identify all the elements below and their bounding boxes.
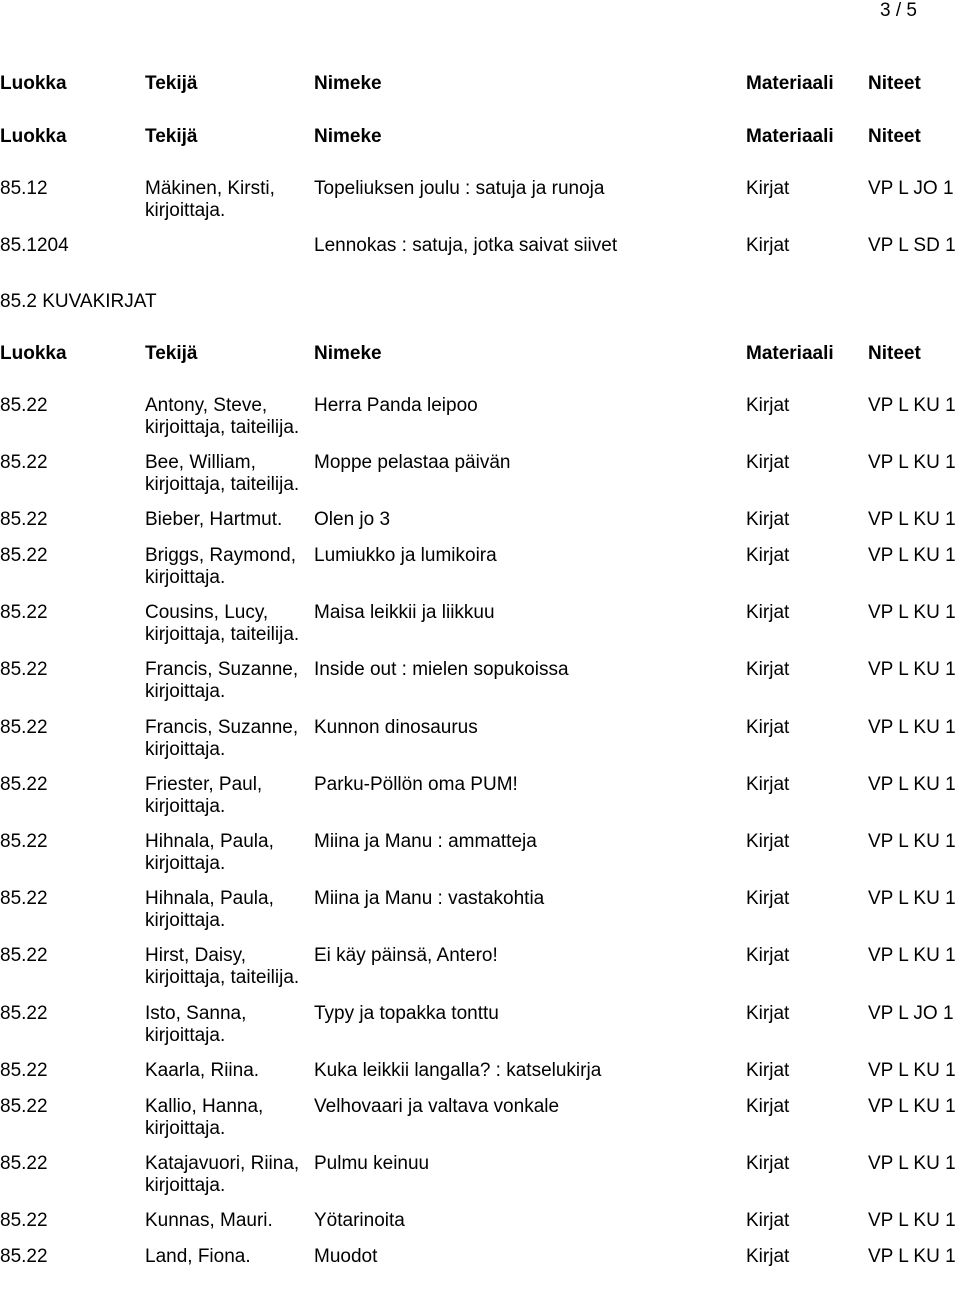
cell-materiaali: Kirjat <box>746 1060 790 1081</box>
cell-luokka: 85.22 <box>0 1153 48 1174</box>
cell-tekija: Bee, William, kirjoittaja, taiteilija. <box>145 452 300 495</box>
header-luokka: Luokka <box>0 73 67 94</box>
cell-materiaali: Kirjat <box>746 831 790 852</box>
cell-materiaali: Kirjat <box>746 235 790 256</box>
cell-niteet: VP L KU 1 <box>868 602 956 623</box>
cell-tekija: Cousins, Lucy, kirjoittaja, taiteilija. <box>145 602 300 645</box>
cell-tekija: Hihnala, Paula, kirjoittaja. <box>145 888 274 931</box>
page-number: 3 / 5 <box>880 0 917 21</box>
cell-materiaali: Kirjat <box>746 545 790 566</box>
table-row <box>0 178 960 222</box>
cell-niteet: VP L KU 1 <box>868 1096 956 1117</box>
header-niteet: Niteet <box>868 73 921 94</box>
cell-nimeke: Muodot <box>314 1246 378 1267</box>
cell-niteet: VP L KU 1 <box>868 888 956 909</box>
cell-materiaali: Kirjat <box>746 774 790 795</box>
cell-nimeke: Pulmu keinuu <box>314 1153 430 1174</box>
cell-luokka: 85.22 <box>0 395 48 416</box>
cell-niteet: VP L KU 1 <box>868 1060 956 1081</box>
cell-tekija: Land, Fiona. <box>145 1246 251 1267</box>
table-header <box>0 73 960 117</box>
cell-luokka: 85.1204 <box>0 235 69 256</box>
header-materiaali: Materiaali <box>746 126 834 147</box>
cell-nimeke: Olen jo 3 <box>314 509 391 530</box>
table-row <box>0 831 960 875</box>
cell-materiaali: Kirjat <box>746 509 790 530</box>
cell-luokka: 85.22 <box>0 452 48 473</box>
cell-tekija: Francis, Suzanne, kirjoittaja. <box>145 717 299 760</box>
header-nimeke: Nimeke <box>314 126 382 147</box>
cell-materiaali: Kirjat <box>746 1210 790 1231</box>
cell-materiaali: Kirjat <box>746 945 790 966</box>
cell-nimeke: Moppe pelastaa päivän <box>314 452 511 473</box>
header-nimeke: Nimeke <box>314 73 382 94</box>
cell-materiaali: Kirjat <box>746 659 790 680</box>
table-row <box>0 945 960 989</box>
header-tekija: Tekijä <box>145 73 198 94</box>
cell-nimeke: Miina ja Manu : vastakohtia <box>314 888 545 909</box>
cell-luokka: 85.22 <box>0 509 48 530</box>
table-row <box>0 545 960 589</box>
cell-tekija: Friester, Paul, kirjoittaja. <box>145 774 263 817</box>
cell-tekija: Hihnala, Paula, kirjoittaja. <box>145 831 274 874</box>
table-row <box>0 1096 960 1140</box>
cell-tekija: Kunnas, Mauri. <box>145 1210 273 1231</box>
cell-niteet: VP L KU 1 <box>868 717 956 738</box>
cell-nimeke: Lennokas : satuja, jotka saivat siivet <box>314 235 618 256</box>
cell-niteet: VP L JO 1 <box>868 1003 954 1024</box>
table-row <box>0 1153 960 1197</box>
cell-luokka: 85.22 <box>0 774 48 795</box>
header-niteet: Niteet <box>868 343 921 364</box>
cell-luokka: 85.22 <box>0 1003 48 1024</box>
header-luokka: Luokka <box>0 343 67 364</box>
header-materiaali: Materiaali <box>746 343 834 364</box>
table-row <box>0 1246 960 1290</box>
cell-materiaali: Kirjat <box>746 888 790 909</box>
section-title: 85.2 KUVAKIRJAT <box>0 291 157 312</box>
cell-luokka: 85.22 <box>0 1060 48 1081</box>
cell-materiaali: Kirjat <box>746 717 790 738</box>
header-tekija: Tekijä <box>145 126 198 147</box>
cell-niteet: VP L KU 1 <box>868 774 956 795</box>
table-row <box>0 774 960 818</box>
cell-niteet: VP L KU 1 <box>868 1246 956 1267</box>
cell-tekija: Bieber, Hartmut. <box>145 509 283 530</box>
cell-nimeke: Yötarinoita <box>314 1210 405 1231</box>
table-row <box>0 659 960 703</box>
cell-tekija: Antony, Steve, kirjoittaja, taiteilija. <box>145 395 300 438</box>
cell-tekija: Hirst, Daisy, kirjoittaja, taiteilija. <box>145 945 300 988</box>
table-row <box>0 717 960 761</box>
cell-luokka: 85.22 <box>0 888 48 909</box>
cell-tekija: Kaarla, Riina. <box>145 1060 260 1081</box>
cell-niteet: VP L SD 1 <box>868 235 956 256</box>
cell-materiaali: Kirjat <box>746 1096 790 1117</box>
header-tekija: Tekijä <box>145 343 198 364</box>
cell-tekija: Katajavuori, Riina, kirjoittaja. <box>145 1153 300 1196</box>
header-nimeke: Nimeke <box>314 343 382 364</box>
cell-nimeke: Ei käy päinsä, Antero! <box>314 945 498 966</box>
cell-nimeke: Parku-Pöllön oma PUM! <box>314 774 518 795</box>
cell-luokka: 85.12 <box>0 178 48 199</box>
cell-tekija: Francis, Suzanne, kirjoittaja. <box>145 659 299 702</box>
cell-materiaali: Kirjat <box>746 178 790 199</box>
table-row <box>0 452 960 496</box>
header-materiaali: Materiaali <box>746 73 834 94</box>
cell-tekija: Briggs, Raymond, kirjoittaja. <box>145 545 297 588</box>
cell-materiaali: Kirjat <box>746 1153 790 1174</box>
cell-materiaali: Kirjat <box>746 1003 790 1024</box>
cell-niteet: VP L KU 1 <box>868 1153 956 1174</box>
cell-luokka: 85.22 <box>0 659 48 680</box>
cell-nimeke: Herra Panda leipoo <box>314 395 478 416</box>
cell-niteet: VP L KU 1 <box>868 509 956 530</box>
cell-luokka: 85.22 <box>0 1096 48 1117</box>
header-luokka: Luokka <box>0 126 67 147</box>
cell-nimeke: Kunnon dinosaurus <box>314 717 478 738</box>
cell-nimeke: Typy ja topakka tonttu <box>314 1003 499 1024</box>
table-row <box>0 602 960 646</box>
cell-nimeke: Maisa leikkii ja liikkuu <box>314 602 495 623</box>
cell-materiaali: Kirjat <box>746 1246 790 1267</box>
cell-materiaali: Kirjat <box>746 602 790 623</box>
cell-luokka: 85.22 <box>0 945 48 966</box>
table-row <box>0 1003 960 1047</box>
table-header <box>0 343 960 387</box>
cell-nimeke: Miina ja Manu : ammatteja <box>314 831 537 852</box>
cell-nimeke: Velhovaari ja valtava vonkale <box>314 1096 560 1117</box>
cell-niteet: VP L KU 1 <box>868 1210 956 1231</box>
cell-luokka: 85.22 <box>0 1246 48 1267</box>
cell-luokka: 85.22 <box>0 717 48 738</box>
table-row <box>0 395 960 439</box>
cell-niteet: VP L KU 1 <box>868 395 956 416</box>
cell-nimeke: Inside out : mielen sopukoissa <box>314 659 569 680</box>
cell-tekija: Isto, Sanna, kirjoittaja. <box>145 1003 247 1046</box>
cell-nimeke: Kuka leikkii langalla? : katselukirja <box>314 1060 602 1081</box>
cell-nimeke: Topeliuksen joulu : satuja ja runoja <box>314 178 605 199</box>
cell-materiaali: Kirjat <box>746 452 790 473</box>
cell-niteet: VP L JO 1 <box>868 178 954 199</box>
cell-niteet: VP L KU 1 <box>868 545 956 566</box>
cell-materiaali: Kirjat <box>746 395 790 416</box>
cell-nimeke: Lumiukko ja lumikoira <box>314 545 497 566</box>
cell-luokka: 85.22 <box>0 602 48 623</box>
cell-niteet: VP L KU 1 <box>868 831 956 852</box>
cell-luokka: 85.22 <box>0 1210 48 1231</box>
cell-niteet: VP L KU 1 <box>868 659 956 680</box>
cell-luokka: 85.22 <box>0 545 48 566</box>
table-header <box>0 126 960 170</box>
cell-tekija: Kallio, Hanna, kirjoittaja. <box>145 1096 264 1139</box>
cell-tekija: Mäkinen, Kirsti, kirjoittaja. <box>145 178 275 221</box>
table-row <box>0 888 960 932</box>
cell-niteet: VP L KU 1 <box>868 452 956 473</box>
header-niteet: Niteet <box>868 126 921 147</box>
cell-niteet: VP L KU 1 <box>868 945 956 966</box>
table-row <box>0 235 960 279</box>
cell-luokka: 85.22 <box>0 831 48 852</box>
